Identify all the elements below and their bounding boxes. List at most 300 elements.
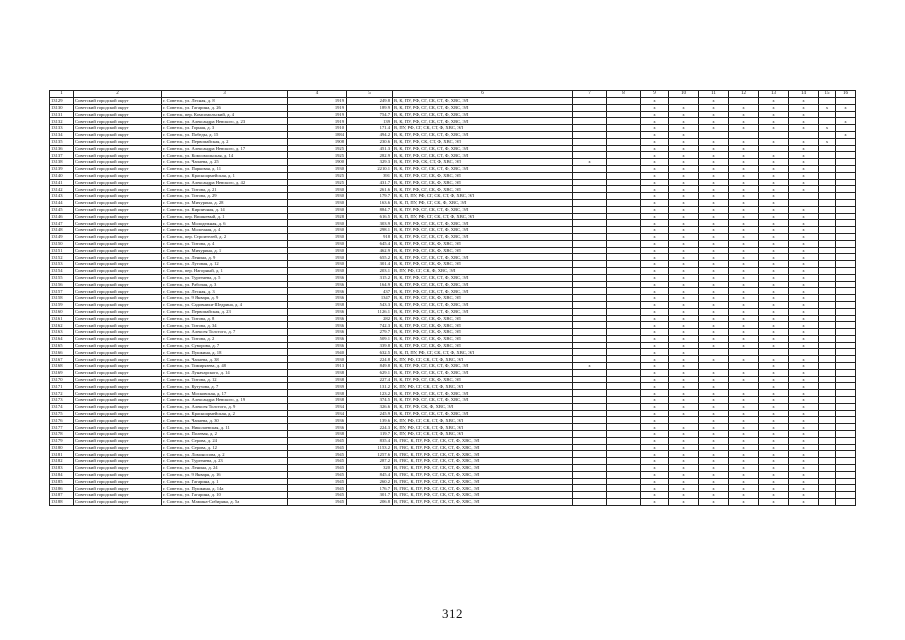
mark-cell: [573, 485, 607, 492]
mark-cell: х: [699, 159, 729, 166]
mark-cell: [729, 131, 759, 138]
municipality-cell: Советский городской округ: [74, 138, 162, 145]
mark-cell: х: [819, 138, 836, 145]
mark-cell: [573, 172, 607, 179]
mark-cell: [573, 145, 607, 152]
mark-cell: [819, 335, 836, 342]
works-cell: К, ПУ, РФ, СГ, СК, СТ, Ф, ХВС, ЭЛ: [393, 356, 573, 363]
year-cell: 1936: [288, 417, 347, 424]
table-row: [50, 471, 856, 478]
works-cell: В, К, ПУ, РФ, СГ, СК, СТ, Ф, ХВС, ЭЛ: [393, 145, 573, 152]
address-cell: г. Советск, ул. Рабочая, д. 3: [162, 281, 288, 288]
mark-cell: х: [699, 403, 729, 410]
mark-cell: [573, 233, 607, 240]
row-id-cell: 13134: [50, 131, 74, 138]
year-cell: 1936: [288, 424, 347, 431]
mark-cell: х: [641, 227, 669, 234]
mark-cell: х: [641, 485, 669, 492]
mark-cell: х: [699, 376, 729, 383]
mark-cell: [607, 213, 641, 220]
mark-cell: х: [729, 267, 759, 274]
mark-cell: х: [669, 329, 699, 336]
table-row: [50, 383, 856, 390]
works-cell: В, К, ПУ, РФ, СГ, СК, СТ, Ф, ХВС, ЭЛ: [393, 308, 573, 315]
address-cell: г. Советск, ул. Алексея Толстого, д. 7: [162, 329, 288, 336]
year-cell: 1934: [288, 410, 347, 417]
table-row: [50, 485, 856, 492]
table-row: [50, 397, 856, 404]
mark-cell: х: [699, 431, 729, 438]
mark-cell: х: [729, 376, 759, 383]
area-cell: 260.2: [347, 478, 393, 485]
mark-cell: х: [699, 492, 729, 499]
works-cell: В, К, ПУ, РФ, СГ, СК, Ф, ХВС, ЭЛ: [393, 342, 573, 349]
mark-cell: [607, 227, 641, 234]
municipality-cell: Советский городской округ: [74, 118, 162, 125]
area-cell: 509.1: [347, 335, 393, 342]
mark-cell: [836, 172, 856, 179]
year-cell: 1930: [288, 186, 347, 193]
mark-cell: [836, 233, 856, 240]
table-row: [50, 342, 856, 349]
mark-cell: [573, 390, 607, 397]
year-cell: 1913: [288, 363, 347, 370]
mark-cell: х: [641, 478, 669, 485]
mark-cell: х: [699, 274, 729, 281]
mark-cell: [607, 335, 641, 342]
mark-cell: х: [641, 254, 669, 261]
works-cell: В, К, ПУ, РФ, СГ, СК, СТ, Ф, ХВС, ЭЛ: [393, 281, 573, 288]
mark-cell: х: [729, 403, 759, 410]
mark-cell: х: [699, 179, 729, 186]
works-cell: В, ГВС, К, ПУ, РФ, СГ, СК, СТ, Ф, ХВС, ЭЛ: [393, 492, 573, 499]
column-number-row: [50, 91, 856, 98]
mark-cell: х: [759, 233, 789, 240]
mark-cell: х: [699, 193, 729, 200]
address-cell: г. Советск, ул. Титова, д. 34: [162, 322, 288, 329]
mark-cell: х: [729, 186, 759, 193]
mark-cell: х: [759, 397, 789, 404]
mark-cell: х: [729, 356, 759, 363]
mark-cell: [699, 363, 729, 370]
mark-cell: [573, 220, 607, 227]
mark-cell: х: [669, 471, 699, 478]
table-row: [50, 274, 856, 281]
table-row: [50, 138, 856, 145]
mark-cell: [819, 131, 836, 138]
area-cell: 2210.1: [347, 165, 393, 172]
mark-cell: х: [759, 410, 789, 417]
mark-cell: [573, 213, 607, 220]
table-row: [50, 458, 856, 465]
mark-cell: х: [669, 458, 699, 465]
address-cell: г. Советск, ул. Ломоносова, д. 2: [162, 451, 288, 458]
mark-cell: х: [729, 233, 759, 240]
row-id-cell: 13179: [50, 437, 74, 444]
works-cell: В, К, ПУ, РФ, СГ, СК, СТ, Ф, ХВС, ЭЛ: [393, 390, 573, 397]
area-cell: 298.1: [347, 227, 393, 234]
mark-cell: х: [759, 376, 789, 383]
mark-cell: [607, 492, 641, 499]
mark-cell: [573, 376, 607, 383]
works-cell: В, К, ПУ, РФ, СГ, СК, Ф, ХВС, ЭЛ: [393, 179, 573, 186]
mark-cell: х: [729, 199, 759, 206]
mark-cell: х: [729, 104, 759, 111]
municipality-cell: Советский городской округ: [74, 471, 162, 478]
year-cell: 1900: [288, 159, 347, 166]
mark-cell: х: [759, 383, 789, 390]
mark-cell: х: [699, 138, 729, 145]
mark-cell: х: [669, 206, 699, 213]
mark-cell: [819, 193, 836, 200]
year-cell: 1919: [288, 104, 347, 111]
mark-cell: х: [641, 233, 669, 240]
mark-cell: х: [729, 145, 759, 152]
row-id-cell: 13178: [50, 431, 74, 438]
mark-cell: х: [789, 485, 819, 492]
mark-cell: х: [729, 478, 759, 485]
mark-cell: х: [789, 431, 819, 438]
mark-cell: [573, 247, 607, 254]
mark-cell: [819, 301, 836, 308]
mark-cell: х: [669, 152, 699, 159]
municipality-cell: Советский городской округ: [74, 431, 162, 438]
mark-cell: [607, 199, 641, 206]
mark-cell: [836, 390, 856, 397]
mark-cell: х: [699, 329, 729, 336]
area-cell: 451.3: [347, 145, 393, 152]
mark-cell: х: [789, 492, 819, 499]
mark-cell: [607, 138, 641, 145]
mark-cell: х: [573, 159, 607, 166]
table-row: [50, 152, 856, 159]
mark-cell: х: [699, 206, 729, 213]
mark-cell: [607, 220, 641, 227]
mark-cell: [836, 397, 856, 404]
works-cell: В, ПУ, РФ, СГ, СК, Ф, ХВС, ЭЛ: [393, 267, 573, 274]
mark-cell: х: [669, 145, 699, 152]
mark-cell: х: [641, 431, 669, 438]
mark-cell: х: [729, 274, 759, 281]
mark-cell: [607, 356, 641, 363]
mark-cell: х: [641, 451, 669, 458]
mark-cell: х: [699, 125, 729, 132]
works-cell: В, К, ПУ, РФ, СГ, СК, Ф, ХВС, ЭЛ: [393, 295, 573, 302]
address-cell: г. Советск, ул. Кутузова, д. 7: [162, 383, 288, 390]
municipality-cell: Советский городской округ: [74, 444, 162, 451]
mark-cell: [836, 499, 856, 506]
works-cell: В, К, ПУ, РФ, СГ, СК, СТ, Ф, ХВС, ЭЛ: [393, 369, 573, 376]
address-cell: г. Советск, ул. Луначарского, д. 14: [162, 369, 288, 376]
mark-cell: х: [669, 240, 699, 247]
mark-cell: х: [641, 98, 669, 105]
municipality-cell: Советский городской округ: [74, 152, 162, 159]
mark-cell: х: [641, 179, 669, 186]
mark-cell: [607, 437, 641, 444]
area-cell: 303.9: [347, 220, 393, 227]
mark-cell: [573, 492, 607, 499]
mark-cell: х: [641, 390, 669, 397]
address-cell: г. Советск, ул. Полевая, д. 2: [162, 431, 288, 438]
mark-cell: [819, 159, 836, 166]
municipality-cell: Советский городской округ: [74, 356, 162, 363]
mark-cell: х: [699, 227, 729, 234]
mark-cell: х: [759, 437, 789, 444]
mark-cell: х: [789, 233, 819, 240]
year-cell: 1936: [288, 322, 347, 329]
mark-cell: х: [641, 417, 669, 424]
mark-cell: х: [789, 335, 819, 342]
mark-cell: х: [789, 451, 819, 458]
mark-cell: х: [669, 383, 699, 390]
area-cell: 918: [347, 233, 393, 240]
mark-cell: х: [641, 186, 669, 193]
mark-cell: х: [573, 363, 607, 370]
mark-cell: х: [641, 329, 669, 336]
row-id-cell: 13133: [50, 125, 74, 132]
row-id-cell: 13166: [50, 349, 74, 356]
works-cell: В, ГВС, К, ПУ, РФ, СГ, СК, СТ, Ф, ХВС, ЭЛ: [393, 478, 573, 485]
mark-cell: х: [669, 356, 699, 363]
works-cell: В, ГВС, К, ПУ, РФ, СГ, СК, СТ, Ф, ХВС, ЭЛ: [393, 458, 573, 465]
mark-cell: [819, 465, 836, 472]
mark-cell: х: [641, 247, 669, 254]
mark-cell: х: [729, 295, 759, 302]
mark-cell: х: [789, 165, 819, 172]
mark-cell: [819, 376, 836, 383]
mark-cell: х: [641, 159, 669, 166]
mark-cell: х: [699, 410, 729, 417]
mark-cell: х: [641, 165, 669, 172]
municipality-cell: Советский городской округ: [74, 315, 162, 322]
area-cell: 1347: [347, 295, 393, 302]
municipality-cell: Советский городской округ: [74, 397, 162, 404]
municipality-cell: Советский городской округ: [74, 485, 162, 492]
mark-cell: х: [669, 431, 699, 438]
column-number: 12: [729, 91, 759, 98]
mark-cell: х: [699, 220, 729, 227]
mark-cell: х: [759, 356, 789, 363]
mark-cell: х: [699, 465, 729, 472]
mark-cell: [819, 227, 836, 234]
area-cell: 230.6: [347, 138, 393, 145]
year-cell: 1938: [288, 397, 347, 404]
mark-cell: [819, 397, 836, 404]
mark-cell: [819, 437, 836, 444]
municipality-cell: Советский городской округ: [74, 301, 162, 308]
mark-cell: х: [759, 98, 789, 105]
table-row: [50, 281, 856, 288]
municipality-cell: Советский городской округ: [74, 220, 162, 227]
row-id-cell: 13168: [50, 363, 74, 370]
column-number: 4: [288, 91, 347, 98]
mark-cell: [573, 499, 607, 506]
mark-cell: х: [641, 145, 669, 152]
page-number: 312: [442, 606, 463, 621]
mark-cell: х: [789, 240, 819, 247]
mark-cell: х: [759, 261, 789, 268]
table-row: [50, 410, 856, 417]
mark-cell: [836, 145, 856, 152]
mark-cell: [819, 451, 836, 458]
municipality-cell: Советский городской округ: [74, 451, 162, 458]
mark-cell: х: [729, 492, 759, 499]
mark-cell: [819, 261, 836, 268]
works-cell: В, К, ПУ, РФ, СГ, СК, СТ, Ф, ХВС, ЭЛ: [393, 111, 573, 118]
mark-cell: [607, 145, 641, 152]
mark-cell: х: [641, 125, 669, 132]
mark-cell: х: [789, 322, 819, 329]
area-cell: 315.2: [347, 274, 393, 281]
mark-cell: х: [699, 424, 729, 431]
municipality-cell: Советский городской округ: [74, 349, 162, 356]
mark-cell: [607, 383, 641, 390]
mark-cell: [789, 193, 819, 200]
mark-cell: [607, 295, 641, 302]
mark-cell: х: [759, 111, 789, 118]
mark-cell: х: [699, 390, 729, 397]
mark-cell: [819, 383, 836, 390]
table-row: [50, 179, 856, 186]
row-id-cell: 13155: [50, 274, 74, 281]
mark-cell: х: [729, 227, 759, 234]
row-id-cell: 13186: [50, 485, 74, 492]
row-id-cell: 13129: [50, 98, 74, 105]
area-cell: 1257.6: [347, 451, 393, 458]
mark-cell: х: [641, 281, 669, 288]
mark-cell: [573, 431, 607, 438]
works-cell: В, К, ПУ, РФ, СГ, СК, СТ, Ф, ХВС, ЭЛ: [393, 104, 573, 111]
municipality-cell: Советский городской округ: [74, 403, 162, 410]
mark-cell: х: [699, 451, 729, 458]
mark-cell: х: [669, 247, 699, 254]
mark-cell: [836, 288, 856, 295]
municipality-cell: Советский городской округ: [74, 308, 162, 315]
mark-cell: х: [729, 281, 759, 288]
mark-cell: [573, 471, 607, 478]
works-cell: В, К, ПУ, РФ, СГ, СК, Ф, ХВС, ЭЛ: [393, 315, 573, 322]
table-row: [50, 369, 856, 376]
mark-cell: [836, 125, 856, 132]
works-cell: В, К, П, ПУ, РФ, СГ, СК, СТ, Ф, ХВС, ЭЛ: [393, 213, 573, 220]
mark-cell: х: [759, 281, 789, 288]
address-cell: г. Советск, ул. Серова, д. 12: [162, 444, 288, 451]
mark-cell: х: [669, 485, 699, 492]
row-id-cell: 13156: [50, 281, 74, 288]
table-row: [50, 444, 856, 451]
mark-cell: [836, 342, 856, 349]
year-cell: 1908: [288, 138, 347, 145]
mark-cell: х: [759, 193, 789, 200]
mark-cell: [573, 193, 607, 200]
table-row: [50, 335, 856, 342]
address-cell: г. Советск, ул. Мичурина, д. 1: [162, 247, 288, 254]
table-row: [50, 111, 856, 118]
mark-cell: х: [699, 118, 729, 125]
area-cell: 203.1: [347, 267, 393, 274]
mark-cell: [836, 485, 856, 492]
mark-cell: х: [699, 444, 729, 451]
table-row: [50, 172, 856, 179]
year-cell: 1936: [288, 295, 347, 302]
address-cell: г. Советск, ул. Тургенева, д. 5: [162, 274, 288, 281]
year-cell: 1925: [288, 145, 347, 152]
mark-cell: [607, 363, 641, 370]
area-cell: 742.3: [347, 322, 393, 329]
works-cell: В, К, ПУ, РФ, СК, СТ, Ф, ХВС, ЭЛ: [393, 138, 573, 145]
mark-cell: [573, 199, 607, 206]
address-cell: г. Советск, ул. Первомайская, д. 2: [162, 138, 288, 145]
address-cell: г. Советск, ул. Победы, д. 15: [162, 131, 288, 138]
mark-cell: [819, 444, 836, 451]
mark-cell: х: [641, 383, 669, 390]
table-row: [50, 159, 856, 166]
table-row: [50, 376, 856, 383]
address-cell: г. Советск, ул. Пушкина, д. 18: [162, 349, 288, 356]
address-cell: г. Советск, ул. Гагарина, д. 1: [162, 478, 288, 485]
mark-cell: х: [669, 308, 699, 315]
mark-cell: х: [789, 363, 819, 370]
area-cell: 163.6: [347, 199, 393, 206]
row-id-cell: 13131: [50, 111, 74, 118]
table-row: [50, 295, 856, 302]
mark-cell: х: [789, 437, 819, 444]
mark-cell: [573, 118, 607, 125]
mark-cell: [836, 458, 856, 465]
municipality-cell: Советский городской округ: [74, 199, 162, 206]
year-cell: 1934: [288, 403, 347, 410]
mark-cell: [573, 111, 607, 118]
mark-cell: [836, 138, 856, 145]
mark-cell: х: [699, 308, 729, 315]
mark-cell: х: [729, 165, 759, 172]
mark-cell: [607, 288, 641, 295]
row-id-cell: 13150: [50, 240, 74, 247]
municipality-cell: Советский городской округ: [74, 98, 162, 105]
address-cell: г. Советск, ул. Суворова, д. 7: [162, 342, 288, 349]
mark-cell: [836, 159, 856, 166]
address-cell: г. Советск, ул. 9 Января, д. 16: [162, 471, 288, 478]
column-number: 9: [641, 91, 669, 98]
table-row: [50, 437, 856, 444]
mark-cell: х: [699, 254, 729, 261]
mark-cell: х: [669, 288, 699, 295]
mark-cell: [607, 465, 641, 472]
area-cell: 835.4: [347, 437, 393, 444]
address-cell: г. Советск, ул. Александра Невского, д. 17: [162, 145, 288, 152]
mark-cell: х: [699, 281, 729, 288]
mark-cell: [607, 104, 641, 111]
address-cell: г. Советск, ул. Гагарина, д. 10: [162, 492, 288, 499]
mark-cell: [836, 98, 856, 105]
mark-cell: [819, 363, 836, 370]
mark-cell: х: [699, 152, 729, 159]
mark-cell: [573, 437, 607, 444]
address-cell: г. Советск, ул. Горная, д. 3: [162, 125, 288, 132]
mark-cell: х: [669, 437, 699, 444]
mark-cell: [573, 165, 607, 172]
mark-cell: [836, 186, 856, 193]
mark-cell: х: [729, 329, 759, 336]
mark-cell: [836, 376, 856, 383]
mark-cell: х: [699, 145, 729, 152]
mark-cell: [836, 322, 856, 329]
municipality-cell: Советский городской округ: [74, 145, 162, 152]
mark-cell: х: [729, 125, 759, 132]
table-row: [50, 465, 856, 472]
mark-cell: [819, 424, 836, 431]
mark-cell: х: [789, 138, 819, 145]
